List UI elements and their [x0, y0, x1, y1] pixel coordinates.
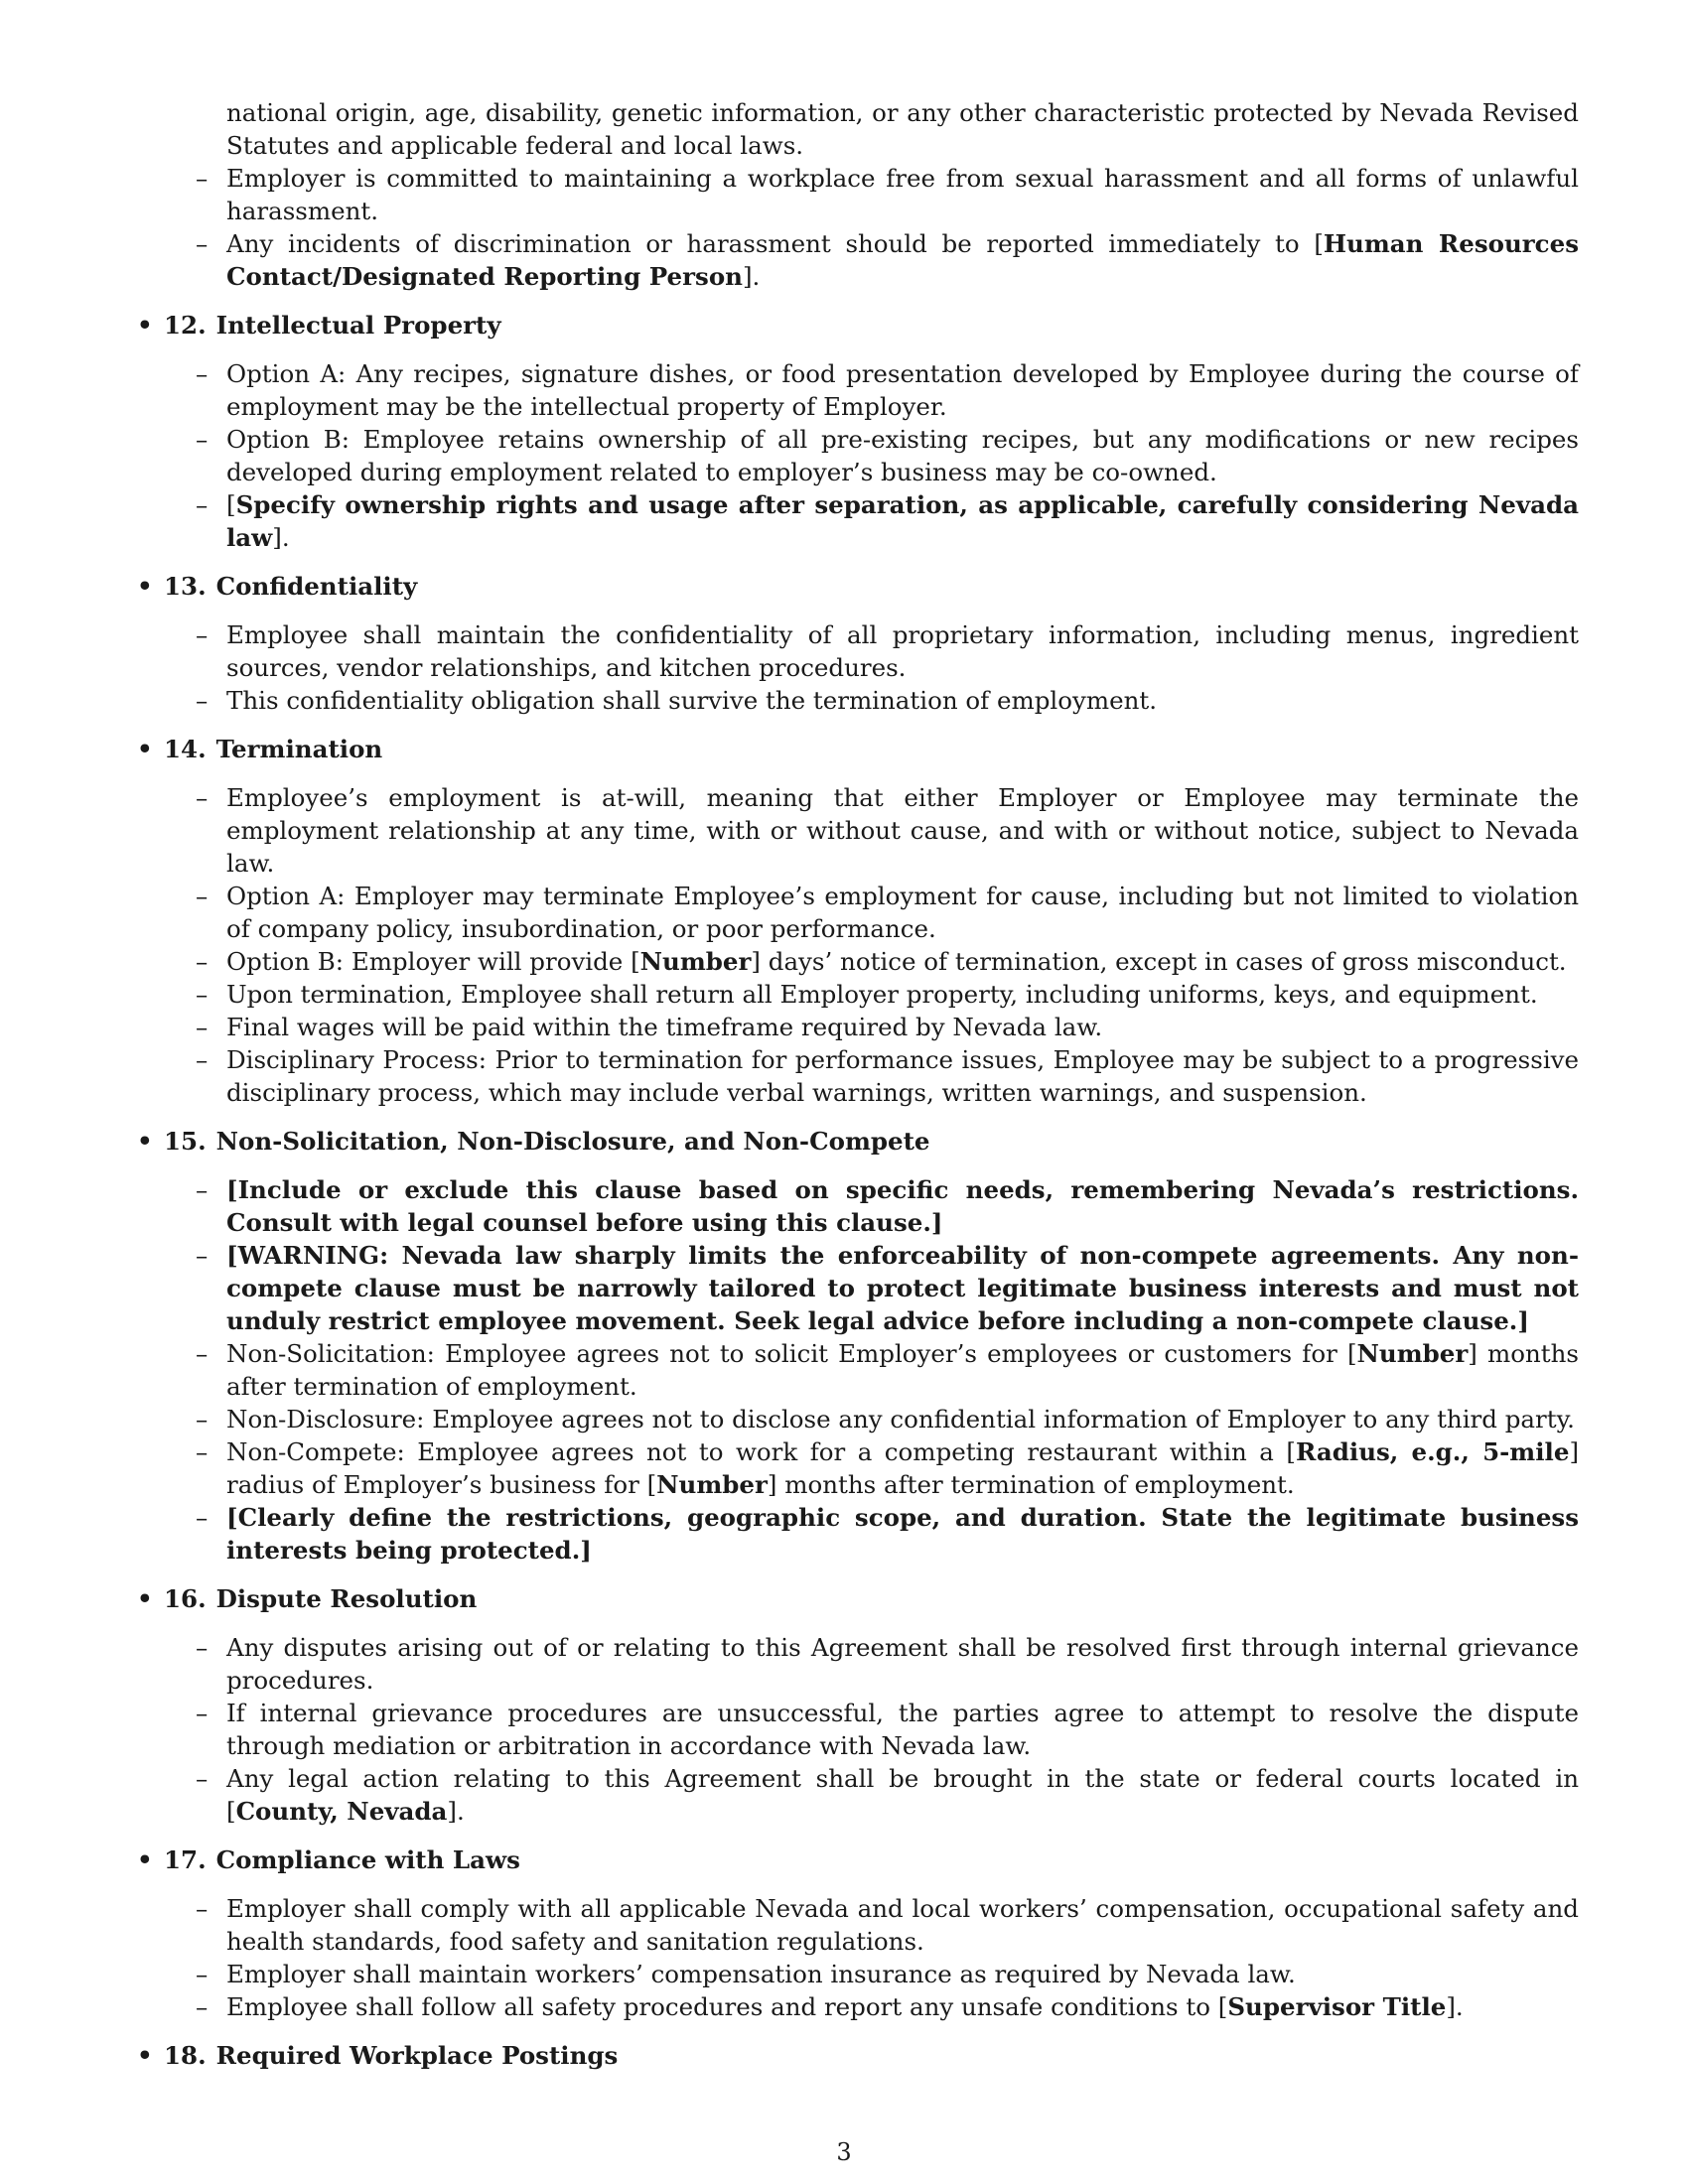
dash-marker: – [196, 947, 209, 976]
list-item [129, 1892, 1579, 1958]
list-item [129, 1762, 1579, 1828]
dash-marker: – [196, 164, 209, 193]
list-item [129, 781, 1579, 880]
section-items [129, 1892, 1579, 2023]
section-items [129, 1631, 1579, 1828]
body-text: ] months after termination of employment. [226, 1339, 1579, 1401]
bullet-marker: • [137, 311, 153, 340]
list-item [129, 1011, 1579, 1043]
body-text: ]. [272, 523, 290, 552]
page-number: 3 [836, 2138, 852, 2166]
section-heading [129, 1125, 1579, 1158]
dash-marker: – [196, 620, 209, 649]
dash-marker: – [196, 980, 209, 1009]
body-text: If internal grievance procedures are unsuccessful, the parties agree to attempt to resolve the dispute through mediation or arbitration in accordance with Nevada law. [226, 1699, 1579, 1760]
placeholder-text: [WARNING: Nevada law sharply limits the enforceability of non-compete agreements. Any non-compete clause must be narrowly tailored to protect legitimate business interests and must not unduly restrict employee movement. Seek legal advice before including a non-compete clause.] [226, 1241, 1579, 1335]
body-text: Disciplinary Process: Prior to termination for performance issues, Employee may be subject to a progressive disciplinary process, which may include verbal warnings, written warnings, and suspension. [226, 1045, 1579, 1107]
dash-marker: – [196, 1503, 209, 1532]
dash-marker: – [196, 1894, 209, 1923]
placeholder-text: Number [656, 1470, 768, 1499]
section-heading [129, 570, 1579, 603]
placeholder-text: Human Resources Contact/Designated Reporting Person [226, 229, 1579, 291]
section-13 [129, 570, 1579, 717]
body-text: Non-Disclosure: Employee agrees not to disclose any confidential information of Employer to any third party. [226, 1405, 1575, 1433]
body-text: Upon termination, Employee shall return all Employer property, including uniforms, keys, and equipment. [226, 980, 1538, 1009]
section-15 [129, 1125, 1579, 1567]
dash-marker: – [196, 1175, 209, 1204]
body-text: Any incidents of discrimination or harassment should be reported immediately to [ [226, 229, 1324, 258]
body-text: Any disputes arising out of or relating to this Agreement shall be resolved first through internal grievance procedures. [226, 1633, 1579, 1695]
section-14 [129, 733, 1579, 1109]
list-item [129, 1403, 1579, 1435]
placeholder-text: Number [639, 947, 752, 976]
dash-marker: – [196, 1960, 209, 1988]
dash-marker: – [196, 1699, 209, 1727]
dash-marker: – [196, 1437, 209, 1466]
list-item [129, 96, 1579, 162]
body-text: ]. [1446, 1992, 1464, 2021]
list-item [129, 1631, 1579, 1697]
section-12 [129, 309, 1579, 554]
section-number: 17. [164, 1845, 207, 1874]
section-title: Non-Solicitation, Non-Disclosure, and Non-Compete [215, 1127, 930, 1156]
section-title: Required Workplace Postings [215, 2041, 619, 2070]
continuation-list [129, 96, 1579, 293]
bullet-marker: • [137, 1845, 153, 1874]
body-text: Option A: Any recipes, signature dishes, or food presentation developed by Employee during the course of employment may be the intellectual property of Employer. [226, 359, 1579, 421]
placeholder-text: [Clearly define the restrictions, geographic scope, and duration. State the legitimate business interests being protected.] [226, 1503, 1579, 1565]
dash-marker: – [196, 229, 209, 258]
dash-marker: – [196, 1405, 209, 1433]
dash-marker: – [196, 882, 209, 910]
list-item [129, 162, 1579, 227]
section-title: Termination [215, 735, 383, 763]
body-text: Employee’s employment is at-will, meaning that either Employer or Employee may terminate the employment relationship at any time, with or without cause, and with or without notice, subject to Nevada law. [226, 783, 1579, 878]
section-number: 12. [164, 311, 207, 340]
section-heading [129, 1843, 1579, 1876]
body-text: Employer is committed to maintaining a workplace free from sexual harassment and all forms of unlawful harassment. [226, 164, 1579, 225]
bullet-marker: • [137, 1127, 153, 1156]
section-heading [129, 733, 1579, 765]
dash-marker: – [196, 1013, 209, 1041]
body-text: Non-Solicitation: Employee agrees not to solicit Employer’s employees or customers for [ [226, 1339, 1357, 1368]
body-text: ] days’ notice of termination, except in cases of gross misconduct. [751, 947, 1567, 976]
section-items [129, 1173, 1579, 1567]
list-item [129, 618, 1579, 684]
section-title: Intellectual Property [215, 311, 501, 340]
list-item [129, 1337, 1579, 1403]
body-text: Option B: Employee retains ownership of all pre-existing recipes, but any modifications or new recipes developed during employment related to employer’s business may be co-owned. [226, 425, 1579, 486]
list-item [129, 1697, 1579, 1762]
section-number: 15. [164, 1127, 207, 1156]
section-items [129, 618, 1579, 717]
section-18 [129, 2039, 1579, 2072]
list-item [129, 1435, 1579, 1501]
section-heading [129, 309, 1579, 341]
section-number: 18. [164, 2041, 207, 2070]
dash-marker: – [196, 490, 209, 519]
placeholder-text: County, Nevada [235, 1797, 448, 1826]
section-17 [129, 1843, 1579, 2023]
dash-marker: – [196, 1241, 209, 1270]
section-number: 14. [164, 735, 207, 763]
body-text: Final wages will be paid within the timeframe required by Nevada law. [226, 1013, 1103, 1041]
body-text: Option A: Employer may terminate Employee’s employment for cause, including but not limited to violation of company policy, insubordination, or poor performance. [226, 882, 1579, 943]
body-text: ]. [742, 262, 761, 291]
body-text: Employer shall maintain workers’ compensation insurance as required by Nevada law. [226, 1960, 1296, 1988]
bullet-marker: • [137, 2041, 153, 2070]
list-item [129, 423, 1579, 488]
dash-marker: – [196, 1633, 209, 1662]
list-item [129, 978, 1579, 1011]
list-item [129, 227, 1579, 293]
list-item [129, 684, 1579, 717]
section-items [129, 781, 1579, 1109]
section-items [129, 357, 1579, 554]
body-text: national origin, age, disability, genetic information, or any other characteristic protected by Nevada Revised Statutes and applicable federal and local laws. [226, 98, 1579, 160]
body-text: ] radius of Employer’s business for [ [226, 1437, 1579, 1499]
placeholder-text: Specify ownership rights and usage after separation, as applicable, carefully considering Nevada law [226, 490, 1579, 552]
list-item [129, 1043, 1579, 1109]
body-text: Employer shall comply with all applicable Nevada and local workers’ compensation, occupational safety and health standards, food safety and sanitation regulations. [226, 1894, 1579, 1956]
dash-marker: – [196, 1045, 209, 1074]
section-16 [129, 1582, 1579, 1828]
dash-marker: – [196, 1764, 209, 1793]
document-body [129, 96, 1579, 2088]
bullet-marker: • [137, 572, 153, 601]
dash-marker: – [196, 425, 209, 454]
body-text: ]. [447, 1797, 465, 1826]
section-number: 13. [164, 572, 207, 601]
placeholder-text: Supervisor Title [1227, 1992, 1447, 2021]
dash-marker: – [196, 783, 209, 812]
section-title: Compliance with Laws [215, 1845, 520, 1874]
list-item [129, 357, 1579, 423]
section-title: Confidentiality [215, 572, 418, 601]
body-text: Any legal action relating to this Agreement shall be brought in the state or federal courts located in [ [226, 1764, 1579, 1826]
section-heading [129, 1582, 1579, 1615]
section-list [129, 309, 1579, 2072]
list-item [129, 945, 1579, 978]
dash-marker: – [196, 359, 209, 388]
dash-marker: – [196, 686, 209, 715]
body-text: Option B: Employer will provide [ [226, 947, 640, 976]
body-text: This confidentiality obligation shall survive the termination of employment. [226, 686, 1157, 715]
dash-marker: – [196, 1992, 209, 2021]
section-title: Dispute Resolution [215, 1584, 478, 1613]
placeholder-text: Number [1356, 1339, 1469, 1368]
section-heading [129, 2039, 1579, 2072]
body-text: ] months after termination of employment. [767, 1470, 1295, 1499]
list-item [129, 1239, 1579, 1337]
placeholder-text: Radius, e.g., 5-mile [1295, 1437, 1570, 1466]
list-item [129, 1990, 1579, 2023]
list-item [129, 1501, 1579, 1567]
list-item [129, 1173, 1579, 1239]
dash-marker: – [196, 1339, 209, 1368]
placeholder-text: [Include or exclude this clause based on specific needs, remembering Nevada’s restrictions. Consult with legal counsel before using this clause.] [226, 1175, 1579, 1237]
body-text: Employee shall follow all safety procedures and report any unsafe conditions to [ [226, 1992, 1228, 2021]
body-text: Employee shall maintain the confidentiality of all proprietary information, including menus, ingredient sources, vendor relationships, and kitchen procedures. [226, 620, 1579, 682]
bullet-marker: • [137, 735, 153, 763]
list-item [129, 880, 1579, 945]
list-item [129, 1958, 1579, 1990]
body-text: Non-Compete: Employee agrees not to work for a competing restaurant within a [ [226, 1437, 1296, 1466]
section-number: 16. [164, 1584, 207, 1613]
list-item [129, 488, 1579, 554]
bullet-marker: • [137, 1584, 153, 1613]
body-text: [ [226, 490, 236, 519]
